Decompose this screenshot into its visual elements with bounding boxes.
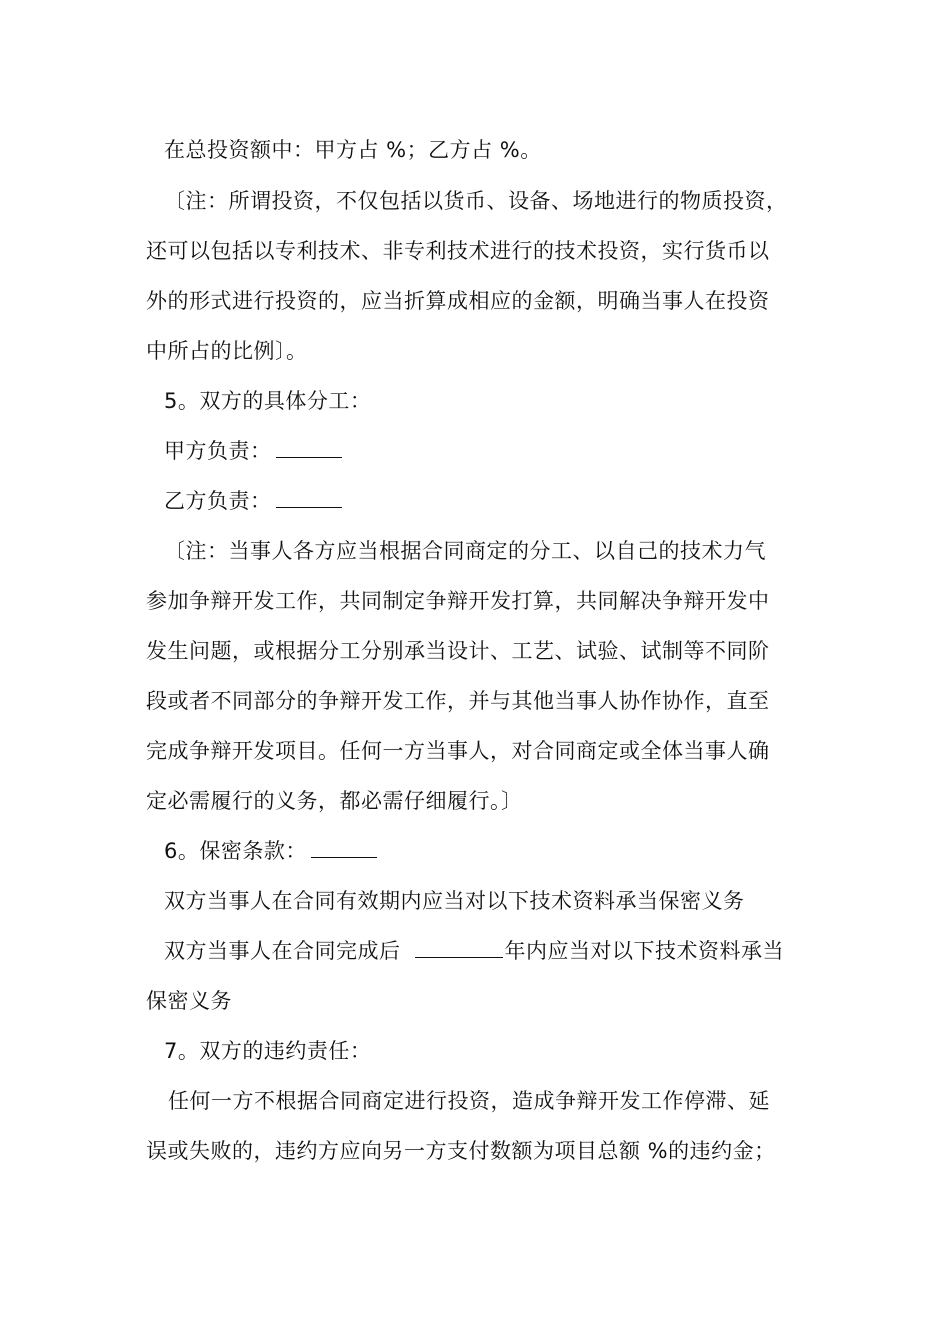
- note-division-line-1: 〔注：当事人各方应当根据合同商定的分工、以自己的技术力气: [164, 539, 766, 563]
- note-investment-line-4: 中所占的比例〕。: [146, 339, 308, 363]
- post-contract-text-b: 年内应当对以下技术资料承当: [504, 939, 784, 963]
- note-investment-line-2: 还可以包括以专利技术、非专利技术进行的技术投资，实行货币以: [146, 239, 770, 263]
- party-a-duty-line: [164, 436, 834, 466]
- section-6-line: [164, 836, 834, 866]
- breach-line-1: 任何一方不根据合同商定进行投资，造成争辩开发工作停滞、延: [168, 1089, 770, 1113]
- breach-line-2: 误或失败的，违约方应向另一方支付数额为项目总额 %的违约金；: [146, 1139, 776, 1163]
- note-investment-line-3: 外的形式进行投资的，应当折算成相应的金额，明确当事人在投资: [146, 289, 770, 313]
- post-contract-text-a: 双方当事人在合同完成后: [164, 939, 401, 963]
- party-b-duty-line: [164, 486, 834, 516]
- note-division-line-4: 段或者不同部分的争辩开发工作，并与其他当事人协作协作，直至: [146, 689, 770, 713]
- confidentiality-blank: [311, 856, 377, 858]
- section-7-heading: 7。双方的违约责任：: [164, 1039, 372, 1063]
- section-5-heading: 5。双方的具体分工：: [164, 389, 372, 413]
- note-investment-line-1: 〔注：所谓投资，不仅包括以货币、设备、场地进行的物质投资，: [164, 189, 788, 213]
- party-a-duty-blank: [276, 456, 342, 458]
- post-contract-confidentiality-line: [164, 936, 834, 966]
- party-b-duty-blank: [276, 506, 342, 508]
- note-division-line-6: 定必需履行的义务，都必需仔细履行。〕: [146, 789, 523, 813]
- confidentiality-term-line: 双方当事人在合同有效期内应当对以下技术资料承当保密义务: [164, 889, 745, 913]
- investment-ratio-line: 在总投资额中：甲方占 %；乙方占 %。: [164, 138, 542, 162]
- note-division-line-5: 完成争辩开发项目。任何一方当事人，对合同商定或全体当事人确: [146, 739, 770, 763]
- party-b-duty-label: 乙方负责：: [164, 489, 272, 513]
- section-6-heading: 6。保密条款：: [164, 839, 307, 863]
- post-contract-confidentiality-line-2: 保密义务: [146, 989, 232, 1013]
- note-division-line-2: 参加争辩开发工作，共同制定争辩开发打算，共同解决争辩开发中: [146, 589, 770, 613]
- years-blank: [415, 956, 503, 958]
- party-a-duty-label: 甲方负责：: [164, 439, 272, 463]
- note-division-line-3: 发生问题，或根据分工分别承当设计、工艺、试验、试制等不同阶: [146, 639, 770, 663]
